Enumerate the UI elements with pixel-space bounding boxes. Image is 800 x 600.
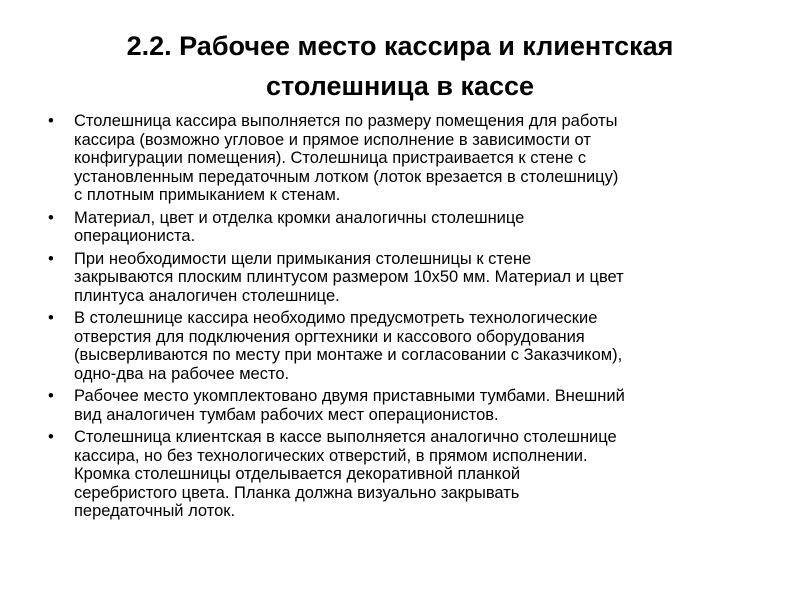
list-item	[48, 428, 760, 521]
bullet-icon: •	[48, 112, 54, 130]
bullet-icon: •	[48, 208, 54, 227]
bullet-icon: •	[48, 309, 54, 327]
list-item-text-line: установленным передаточным лотком (лоток врезается в столешницу)	[74, 167, 619, 186]
list-item-text-line: В столешнице кассира необходимо предусмотреть технологические	[74, 309, 598, 327]
list-item-text-line: кассира, но без технологических отверстий, в прямом исполнении.	[74, 446, 588, 465]
list-item-text-line: операциониста.	[74, 227, 196, 245]
list-item-text-line: (высверливаются по месту при монтаже и согласовании с Заказчиком),	[74, 346, 623, 364]
page-title-line-2: столешница в кассе	[265, 71, 535, 101]
bullet-list	[48, 112, 760, 525]
bullet-icon: •	[48, 387, 54, 405]
list-item	[48, 112, 760, 205]
list-item	[48, 387, 760, 424]
page-title	[60, 26, 740, 106]
list-item-text-line: передаточный лоток.	[74, 502, 236, 520]
list-item-text-line: Материал, цвет и отделка кромки аналогичны столешнице	[74, 208, 525, 227]
list-item-text-line: Кромка столешницы отделывается декоративной планкой	[74, 465, 521, 483]
list-item-text-line: Рабочее место укомплектовано двумя приставными тумбами. Внешний	[74, 387, 625, 405]
list-item-text-line: вид аналогичен тумбам рабочих мест операционистов.	[74, 405, 499, 424]
list-item-text-line: Столешница кассира выполняется по размеру помещения для работы	[74, 112, 618, 130]
bullet-icon: •	[48, 428, 54, 446]
list-item-text-line: конфигурации помещения). Столешница пристраивается к стене с	[74, 149, 587, 167]
bullet-icon: •	[48, 249, 54, 268]
page-title-line-1: 2.2. Рабочее место кассира и клиентская	[126, 31, 674, 61]
list-item-text-line: Столешница клиентская в кассе выполняется аналогично столешнице	[74, 428, 617, 446]
list-item-text-line: При необходимости щели примыкания столешницы к стене	[74, 249, 532, 268]
list-item-text-line: одно-два на рабочее место.	[74, 364, 290, 383]
list-item-text-line: серебристого цвета. Планка должна визуально закрывать	[74, 483, 520, 502]
list-item	[48, 250, 760, 306]
list-item-text-line: с плотным примыканием к стенам.	[74, 186, 341, 204]
list-item-text-line: плинтуса аналогичен столешнице.	[74, 286, 340, 305]
list-item-text-line: отверстия для подключения оргтехники и кассового оборудования	[74, 327, 585, 346]
list-item-text-line: закрываются плоским плинтусом размером 10х50 мм. Материал и цвет	[74, 268, 624, 286]
list-item-text-line: кассира (возможно угловое и прямое исполнение в зависимости от	[74, 130, 591, 149]
list-item	[48, 309, 760, 383]
list-item	[48, 209, 760, 246]
